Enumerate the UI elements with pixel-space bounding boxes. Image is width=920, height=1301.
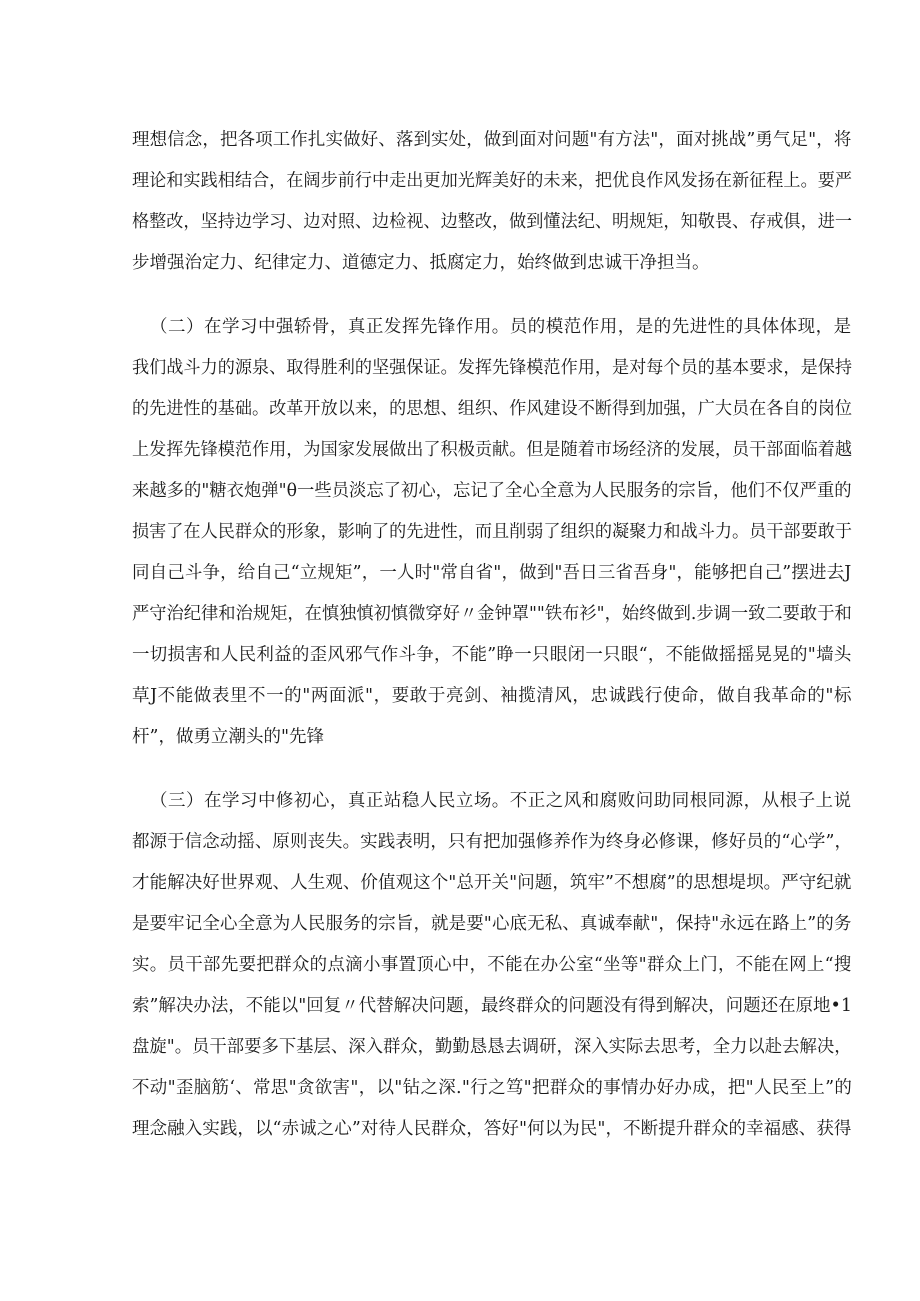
text-line: 格整改，坚持边学习、边对照、边检视、边整改，做到懂法纪、明规矩，知敬畏、存戒俱，进一 [132, 212, 852, 232]
text-line: 损害了在人民群众的形象，影响了的先进性，而且削弱了组织的凝聚力和战斗力。员干部要敢于 [132, 522, 852, 542]
text-line: 一切损害和人民利益的歪风邪气作斗争，不能”睁一只眼闭一只眼“，不能做摇摇晃晃的"墙头 [132, 645, 852, 665]
text-line: （二）在学习中强轿骨，真正发挥先锋作用。员的模范作用，是的先进性的具体体现，是 [150, 317, 852, 337]
text-line: 步增强治定力、纪律定力、道德定力、抵腐定力，始终做到忠诚干净担当。 [132, 253, 710, 273]
text-line: 的先进性的基础。改革开放以来，的思想、组织、作风建设不断得到加强，广大员在各自的岗位 [132, 399, 852, 419]
text-line: 同自己斗争，给自己“立规矩”，一人时"常自省"，做到"吾日三省吾身"，能够把自己”摆进去J [132, 563, 852, 583]
text-line: 不动"歪脑筋‘、常思"贪欲害"，以"钻之深."行之笃"把群众的事情办好办成，把"人民至上”的 [132, 1078, 853, 1098]
text-line: 我们战斗力的源泉、取得胜利的坚强保证。发挥先锋模范作用，是对每个员的基本要求，是保持 [132, 358, 852, 378]
text-line: （三）在学习中修初心，真正站稳人民立场。不正之风和腐败问助同根同源，从根子上说 [150, 791, 852, 811]
text-line: 理想信念，把各项工作扎实做好、落到实处，做到面对问题"有方法"，面对挑战”勇气足"，将 [132, 130, 852, 150]
text-line: 是要牢记全心全意为人民服务的宗旨，就是要"心底无私、真诚奉献"，保持"永远在路上”的务 [132, 914, 852, 934]
text-line: 来越多的"糖衣炮弹"θ一些员淡忘了初心，忘记了全心全意为人民服务的宗旨，他们不仅严重的 [132, 481, 852, 501]
text-line: 才能解决好世界观、人生观、价值观这个"总开关"问题，筑牢”不想腐”的思想堤坝。严守纪就 [132, 873, 852, 893]
text-line: 理论和实践相结合，在阔步前行中走出更加光辉美好的未来，把优良作风发扬在新征程上。要严 [132, 171, 852, 191]
text-line: 索”解决办法，不能以"回复〃代替解决问题，最终群众的问题没有得到解决，问题还在原地•1 [132, 996, 852, 1016]
text-line: 上发挥先锋模范作用，为国家发展做出了积极贡献。但是随着市场经济的发展，员干部面临着越 [132, 440, 852, 460]
text-line: 理念融入实践，以“赤诚之心”对待人民群众，答好"何以为民"，不断提升群众的幸福感、获得 [132, 1119, 852, 1139]
text-line: 严守治纪律和治规矩，在慎独慎初慎微穿好〃金钟罩""铁布衫"，始终做到.步调一致二要敢于和 [132, 604, 852, 624]
text-line: 实。员干部先要把群众的点滴小事置顶心中，不能在办公室“坐等"群众上门，不能在网上“搜 [132, 955, 852, 975]
text-line: 杆”，做勇立潮头的"先锋 [132, 727, 324, 747]
text-line: 盘旋"。员干部要多下基层、深入群众，勤勤恳恳去调研，深入实际去思考，全力以赴去解决， [132, 1037, 852, 1057]
text-line: 都源于信念动摇、原则丧失。实践表明，只有把加强修养作为终身必修课，修好员的“心学”， [132, 832, 852, 852]
text-line: 草J不能做表里不一的"两面派"，要敢于亮剑、袖揽清风，忠诚践行使命，做自我革命的"标 [132, 686, 853, 706]
